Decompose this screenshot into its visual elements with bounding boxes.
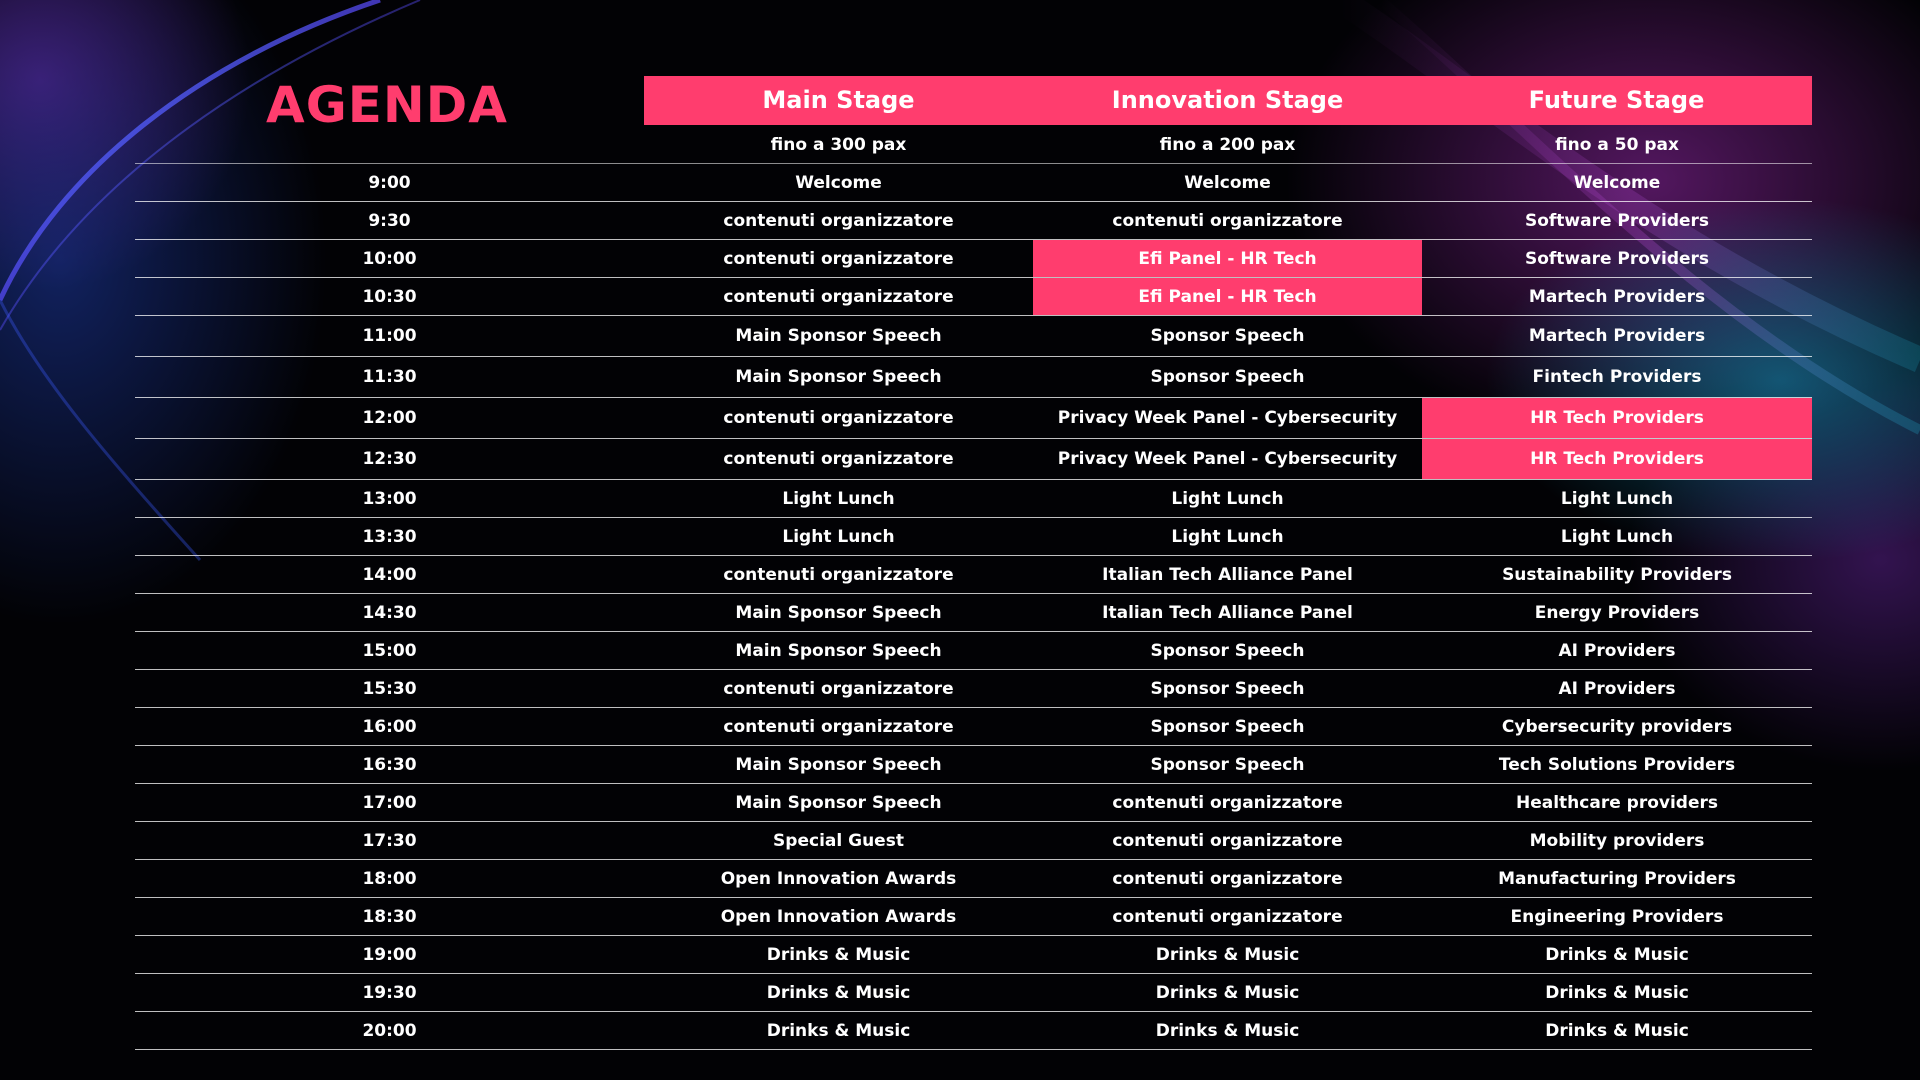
time-slot: 10:00 (362, 248, 417, 269)
schedule-row (135, 898, 1812, 936)
schedule-row (135, 746, 1812, 784)
main-stage-session: Main Sponsor Speech (735, 602, 942, 623)
schedule-row (135, 439, 1812, 480)
main-stage-session: Welcome (795, 172, 882, 193)
main-stage-session: Drinks & Music (766, 944, 911, 965)
future-stage-session: Martech Providers (1528, 326, 1706, 346)
main-stage-session: Main Sponsor Speech (735, 640, 942, 661)
innovation-stage-session: Light Lunch (1171, 488, 1284, 509)
main-stage-session: Drinks & Music (766, 982, 911, 1003)
innovation-stage-session: Welcome (1184, 172, 1271, 193)
future-stage-session: Drinks & Music (1545, 982, 1689, 1003)
future-stage-session: HR Tech Providers (1422, 398, 1812, 438)
schedule-row (135, 594, 1812, 632)
main-stage-session: contenuti organizzatore (723, 210, 954, 231)
schedule-row (135, 202, 1812, 240)
main-stage-session: contenuti organizzatore (723, 678, 954, 699)
main-stage-session: contenuti organizzatore (723, 408, 954, 428)
innovation-stage-session: contenuti organizzatore (1112, 868, 1343, 889)
main-stage-session: Light Lunch (782, 526, 895, 547)
schedule-row (135, 860, 1812, 898)
future-stage-heading: Future Stage (1528, 86, 1705, 114)
innovation-stage-session: Privacy Week Panel - Cybersecurity (1057, 449, 1398, 469)
stage-header-bar (644, 76, 1812, 125)
future-stage-session: Martech Providers (1528, 286, 1706, 307)
future-stage-session: Engineering Providers (1510, 906, 1724, 927)
schedule-row (135, 278, 1812, 316)
innovation-stage-session: Italian Tech Alliance Panel (1102, 564, 1353, 585)
main-stage-session: Drinks & Music (766, 1020, 911, 1041)
main-stage-session: Light Lunch (782, 488, 895, 509)
future-stage-session: Mobility providers (1529, 830, 1705, 851)
time-slot: 12:00 (362, 408, 417, 428)
innovation-stage-session: Sponsor Speech (1150, 640, 1305, 661)
schedule-row (135, 1012, 1812, 1050)
main-stage-session: contenuti organizzatore (723, 564, 954, 585)
future-stage-session: Light Lunch (1560, 526, 1674, 547)
schedule-row (135, 164, 1812, 202)
time-slot: 18:30 (362, 906, 417, 927)
schedule-row (135, 670, 1812, 708)
main-stage-session: Main Sponsor Speech (735, 367, 942, 387)
schedule-row (135, 974, 1812, 1012)
future-stage-session: Fintech Providers (1532, 367, 1702, 387)
time-slot: 10:30 (362, 286, 417, 307)
time-slot: 15:00 (362, 640, 417, 661)
capacity-row (135, 127, 1812, 164)
innovation-stage-session: Sponsor Speech (1150, 678, 1305, 699)
innovation-stage-session: Privacy Week Panel - Cybersecurity (1057, 408, 1398, 428)
time-slot: 20:00 (362, 1020, 417, 1041)
main-stage-capacity: fino a 300 pax (770, 135, 907, 155)
time-slot: 12:30 (362, 449, 417, 469)
time-slot: 17:30 (362, 830, 417, 851)
innovation-stage-session: contenuti organizzatore (1112, 830, 1343, 851)
schedule-body (135, 164, 1812, 1050)
main-stage-heading: Main Stage (762, 86, 915, 114)
innovation-stage-session: Efi Panel - HR Tech (1033, 278, 1422, 315)
time-slot: 13:00 (362, 488, 417, 509)
future-stage-capacity: fino a 50 pax (1555, 135, 1679, 155)
schedule-row (135, 357, 1812, 398)
time-slot: 9:00 (368, 172, 411, 193)
time-slot: 11:30 (362, 367, 417, 387)
main-stage-session: contenuti organizzatore (723, 248, 954, 269)
future-stage-session: Software Providers (1524, 248, 1710, 269)
schedule-row (135, 556, 1812, 594)
main-stage-session: contenuti organizzatore (723, 286, 954, 307)
schedule-row (135, 784, 1812, 822)
main-stage-session: Main Sponsor Speech (735, 754, 942, 775)
time-slot: 19:30 (362, 982, 417, 1003)
innovation-stage-capacity: fino a 200 pax (1159, 135, 1296, 155)
future-stage-session: Software Providers (1524, 210, 1710, 231)
time-slot: 15:30 (362, 678, 417, 699)
main-stage-session: Open Innovation Awards (720, 868, 957, 889)
main-stage-session: Main Sponsor Speech (735, 792, 942, 813)
future-stage-session: Healthcare providers (1515, 792, 1718, 813)
schedule-row (135, 822, 1812, 860)
time-slot: 19:00 (362, 944, 417, 965)
main-stage-session: contenuti organizzatore (723, 449, 954, 469)
main-stage-session: contenuti organizzatore (723, 716, 954, 737)
future-stage-session: AI Providers (1558, 678, 1676, 699)
innovation-stage-session: Sponsor Speech (1150, 326, 1305, 346)
time-slot: 13:30 (362, 526, 417, 547)
schedule-row (135, 518, 1812, 556)
innovation-stage-session: Drinks & Music (1155, 1020, 1300, 1041)
time-slot: 17:00 (362, 792, 417, 813)
future-stage-session: Tech Solutions Providers (1498, 754, 1736, 775)
future-stage-session: Cybersecurity providers (1501, 716, 1733, 737)
innovation-stage-session: Efi Panel - HR Tech (1033, 240, 1422, 277)
future-stage-session: Drinks & Music (1545, 1020, 1689, 1041)
future-stage-session: Sustainability Providers (1502, 564, 1732, 585)
time-slot: 16:00 (362, 716, 417, 737)
schedule-row (135, 708, 1812, 746)
schedule-row (135, 398, 1812, 439)
schedule-row (135, 316, 1812, 357)
schedule-row (135, 632, 1812, 670)
schedule-row (135, 936, 1812, 974)
innovation-stage-session: contenuti organizzatore (1112, 210, 1343, 231)
time-slot: 14:30 (362, 602, 417, 623)
future-stage-session: Welcome (1573, 172, 1661, 193)
page-title: AGENDA (266, 76, 508, 134)
innovation-stage-session: contenuti organizzatore (1112, 792, 1343, 813)
future-stage-session: HR Tech Providers (1422, 439, 1812, 479)
future-stage-session: Light Lunch (1560, 488, 1674, 509)
innovation-stage-session: Sponsor Speech (1150, 716, 1305, 737)
time-slot: 18:00 (362, 868, 417, 889)
time-slot: 9:30 (368, 210, 411, 231)
main-stage-session: Open Innovation Awards (720, 906, 957, 927)
schedule-row (135, 240, 1812, 278)
innovation-stage-session: Italian Tech Alliance Panel (1102, 602, 1353, 623)
main-stage-session: Main Sponsor Speech (735, 326, 942, 346)
future-stage-session: AI Providers (1558, 640, 1676, 661)
future-stage-session: Drinks & Music (1545, 944, 1689, 965)
time-slot: 14:00 (362, 564, 417, 585)
innovation-stage-session: Light Lunch (1171, 526, 1284, 547)
innovation-stage-session: Sponsor Speech (1150, 367, 1305, 387)
innovation-stage-session: Sponsor Speech (1150, 754, 1305, 775)
main-stage-session: Special Guest (773, 830, 904, 851)
agenda-table (135, 127, 1812, 1050)
innovation-stage-session: Drinks & Music (1155, 982, 1300, 1003)
future-stage-session: Manufacturing Providers (1498, 868, 1736, 889)
future-stage-session: Energy Providers (1534, 602, 1700, 623)
innovation-stage-session: contenuti organizzatore (1112, 906, 1343, 927)
innovation-stage-heading: Innovation Stage (1111, 86, 1344, 114)
innovation-stage-session: Drinks & Music (1155, 944, 1300, 965)
schedule-row (135, 480, 1812, 518)
time-slot: 16:30 (362, 754, 417, 775)
time-slot: 11:00 (362, 326, 417, 346)
